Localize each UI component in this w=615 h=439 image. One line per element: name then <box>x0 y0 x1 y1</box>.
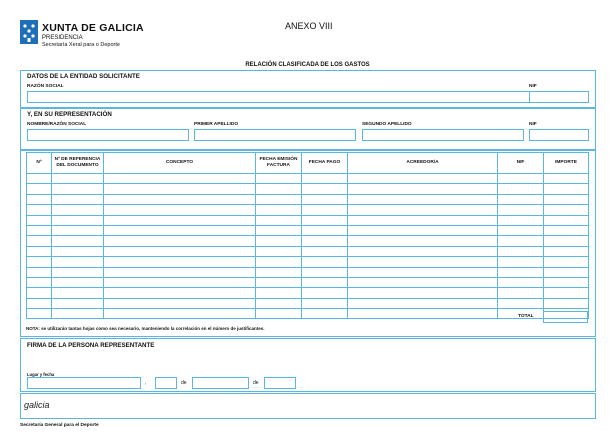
table-cell[interactable] <box>256 205 302 215</box>
table-cell[interactable] <box>256 277 302 287</box>
table-cell[interactable] <box>256 174 302 184</box>
total-label: TOTAL <box>518 314 534 319</box>
razon-social-label: RAZÓN SOCIAL <box>27 84 64 89</box>
comma-separator: , <box>145 380 147 386</box>
table-cell[interactable] <box>544 246 589 256</box>
table-cell[interactable] <box>27 215 52 225</box>
table-cell[interactable] <box>498 174 544 184</box>
table-cell[interactable] <box>544 288 589 298</box>
day-input[interactable] <box>155 377 177 389</box>
table-cell[interactable] <box>348 205 498 215</box>
table-cell[interactable] <box>27 298 52 308</box>
de-separator-1: de <box>181 380 187 386</box>
table-cell[interactable] <box>52 298 104 308</box>
razon-social-input[interactable] <box>27 91 544 103</box>
org-department: PRESIDENCIA <box>42 35 83 41</box>
org-name: XUNTA DE GALICIA <box>42 22 144 34</box>
table-cell[interactable] <box>348 257 498 267</box>
place-input[interactable] <box>27 377 141 389</box>
table-cell[interactable] <box>27 309 52 319</box>
table-cell[interactable] <box>302 309 348 319</box>
document-title: RELACIÓN CLASIFICADA DE LOS GASTOS <box>245 62 370 68</box>
signature-section-title: FIRMA DE LA PERSONA REPRESENTANTE <box>27 342 155 349</box>
table-cell[interactable] <box>348 215 498 225</box>
table-cell[interactable] <box>498 215 544 225</box>
table-cell[interactable] <box>498 298 544 308</box>
table-row <box>27 215 589 225</box>
galicia-logo: galicia <box>24 400 50 410</box>
table-cell[interactable] <box>544 277 589 287</box>
table-cell[interactable] <box>27 277 52 287</box>
place-date-label: Lugar y fecha <box>27 372 55 377</box>
table-cell[interactable] <box>348 174 498 184</box>
table-row <box>27 174 589 184</box>
table-cell[interactable] <box>27 288 52 298</box>
footer-text: Secretaría General para el Deporte <box>20 423 99 428</box>
table-cell[interactable] <box>256 215 302 225</box>
col-header-payment-date: FECHA PAGO <box>302 153 348 174</box>
table-row <box>27 194 589 204</box>
table-cell[interactable] <box>27 205 52 215</box>
table-cell[interactable] <box>27 257 52 267</box>
table-cell[interactable] <box>104 246 256 256</box>
table-cell[interactable] <box>52 194 104 204</box>
table-cell[interactable] <box>302 225 348 235</box>
table-cell[interactable] <box>498 194 544 204</box>
table-cell[interactable] <box>544 236 589 246</box>
table-row <box>27 277 589 287</box>
table-cell[interactable] <box>104 298 256 308</box>
table-cell[interactable] <box>256 184 302 194</box>
table-cell[interactable] <box>348 267 498 277</box>
table-note: NOTA: se utilizarán tantas hojas como sea necesario, manteniendo la correlación en el número de justificantes. <box>26 326 265 331</box>
table-cell[interactable] <box>52 236 104 246</box>
table-cell[interactable] <box>104 236 256 246</box>
table-cell[interactable] <box>104 257 256 267</box>
segundo-apellido-input[interactable] <box>362 129 524 141</box>
col-header-num: Nº <box>27 153 52 174</box>
table-cell[interactable] <box>348 309 498 319</box>
table-cell[interactable] <box>544 267 589 277</box>
table-row <box>27 267 589 277</box>
table-cell[interactable] <box>544 174 589 184</box>
table-cell[interactable] <box>498 184 544 194</box>
table-cell[interactable] <box>256 288 302 298</box>
table-cell[interactable] <box>348 225 498 235</box>
table-cell[interactable] <box>302 194 348 204</box>
table-cell[interactable] <box>104 205 256 215</box>
table-cell[interactable] <box>348 298 498 308</box>
table-cell[interactable] <box>302 257 348 267</box>
table-cell[interactable] <box>256 194 302 204</box>
table-cell[interactable] <box>27 225 52 235</box>
col-header-issue-date: FECHA EMISIÓN FACTURA <box>256 153 302 174</box>
table-cell[interactable] <box>52 205 104 215</box>
table-cell[interactable] <box>498 246 544 256</box>
entity-nif-label: NIF <box>529 84 537 89</box>
col-header-concept: CONCEPTO <box>104 153 256 174</box>
table-cell[interactable] <box>302 288 348 298</box>
table-cell[interactable] <box>256 298 302 308</box>
table-cell[interactable] <box>27 184 52 194</box>
table-cell[interactable] <box>27 236 52 246</box>
table-cell[interactable] <box>52 288 104 298</box>
table-cell[interactable] <box>498 257 544 267</box>
expenses-table <box>26 152 589 319</box>
table-cell[interactable] <box>256 309 302 319</box>
table-cell[interactable] <box>544 205 589 215</box>
table-cell[interactable] <box>52 174 104 184</box>
rep-nif-input[interactable] <box>529 129 589 141</box>
table-cell[interactable] <box>256 267 302 277</box>
table-cell[interactable] <box>498 288 544 298</box>
de-separator-2: de <box>253 380 259 386</box>
nombre-input[interactable] <box>27 129 189 141</box>
table-cell[interactable] <box>348 288 498 298</box>
table-cell[interactable] <box>498 236 544 246</box>
table-cell[interactable] <box>348 194 498 204</box>
table-cell[interactable] <box>27 174 52 184</box>
primer-apellido-label: PRIMER APELLIDO <box>194 122 239 127</box>
rep-nif-label: NIF <box>529 122 537 127</box>
table-cell[interactable] <box>52 225 104 235</box>
representation-section-title: Y, EN SU REPRESENTACIÓN <box>27 111 112 118</box>
table-cell[interactable] <box>104 215 256 225</box>
footer-logo-section <box>20 393 596 419</box>
month-input[interactable] <box>192 377 249 389</box>
table-cell[interactable] <box>52 309 104 319</box>
table-row <box>27 257 589 267</box>
table-cell[interactable] <box>104 288 256 298</box>
table-cell[interactable] <box>498 205 544 215</box>
table-cell[interactable] <box>348 236 498 246</box>
table-cell[interactable] <box>104 267 256 277</box>
table-cell[interactable] <box>104 174 256 184</box>
table-header-row <box>27 153 589 174</box>
entity-section-title: DATOS DE LA ENTIDAD SOLICITANTE <box>27 73 140 80</box>
table-cell[interactable] <box>302 174 348 184</box>
table-cell[interactable] <box>104 194 256 204</box>
org-secretariat: Secretaría Xeral para o Deporte <box>42 42 120 48</box>
table-row <box>27 246 589 256</box>
entity-nif-input[interactable] <box>529 91 589 103</box>
xunta-shield-icon <box>20 20 38 44</box>
table-cell[interactable] <box>544 194 589 204</box>
table-cell[interactable] <box>544 184 589 194</box>
table-row <box>27 309 589 319</box>
col-header-reference: Nº DE REFERENCIA DEL DOCUMENTO <box>52 153 104 174</box>
signature-section <box>20 338 596 392</box>
table-cell[interactable] <box>52 246 104 256</box>
table-row <box>27 298 589 308</box>
table-cell[interactable] <box>302 236 348 246</box>
col-header-amount: IMPORTE <box>544 153 589 174</box>
total-amount-cell[interactable] <box>543 311 588 323</box>
table-cell[interactable] <box>52 277 104 287</box>
table-cell[interactable] <box>498 267 544 277</box>
table-cell[interactable] <box>498 277 544 287</box>
table-cell[interactable] <box>348 184 498 194</box>
table-cell[interactable] <box>52 257 104 267</box>
table-cell[interactable] <box>544 298 589 308</box>
table-row <box>27 205 589 215</box>
table-row <box>27 236 589 246</box>
representation-section <box>20 108 596 150</box>
table-cell[interactable] <box>104 184 256 194</box>
table-cell[interactable] <box>256 225 302 235</box>
table-cell[interactable] <box>544 215 589 225</box>
table-cell[interactable] <box>498 225 544 235</box>
col-header-nif: NIF <box>498 153 544 174</box>
table-cell[interactable] <box>27 267 52 277</box>
table-cell[interactable] <box>302 215 348 225</box>
table-row <box>27 288 589 298</box>
year-input[interactable] <box>264 377 296 389</box>
table-cell[interactable] <box>302 205 348 215</box>
table-cell[interactable] <box>302 246 348 256</box>
segundo-apellido-label: SEGUNDO APELLIDO <box>362 122 412 127</box>
table-cell[interactable] <box>52 267 104 277</box>
table-cell[interactable] <box>104 309 256 319</box>
table-cell[interactable] <box>302 267 348 277</box>
table-row <box>27 184 589 194</box>
table-cell[interactable] <box>27 194 52 204</box>
table-cell[interactable] <box>27 246 52 256</box>
table-row <box>27 225 589 235</box>
table-cell[interactable] <box>302 184 348 194</box>
table-cell[interactable] <box>256 257 302 267</box>
table-cell[interactable] <box>104 225 256 235</box>
primer-apellido-input[interactable] <box>194 129 356 141</box>
table-cell[interactable] <box>52 215 104 225</box>
table-cell[interactable] <box>104 277 256 287</box>
table-cell[interactable] <box>348 277 498 287</box>
table-cell[interactable] <box>544 257 589 267</box>
table-cell[interactable] <box>256 236 302 246</box>
col-header-creditor: ACREEDOR/A <box>348 153 498 174</box>
annex-label: ANEXO VIII <box>285 21 333 31</box>
entity-section <box>20 70 596 108</box>
nombre-label: NOMBRE/RAZÓN SOCIAL <box>27 122 87 127</box>
table-cell[interactable] <box>544 225 589 235</box>
table-cell[interactable] <box>302 298 348 308</box>
table-cell[interactable] <box>256 246 302 256</box>
table-cell[interactable] <box>348 246 498 256</box>
table-cell[interactable] <box>52 184 104 194</box>
table-cell[interactable] <box>302 277 348 287</box>
